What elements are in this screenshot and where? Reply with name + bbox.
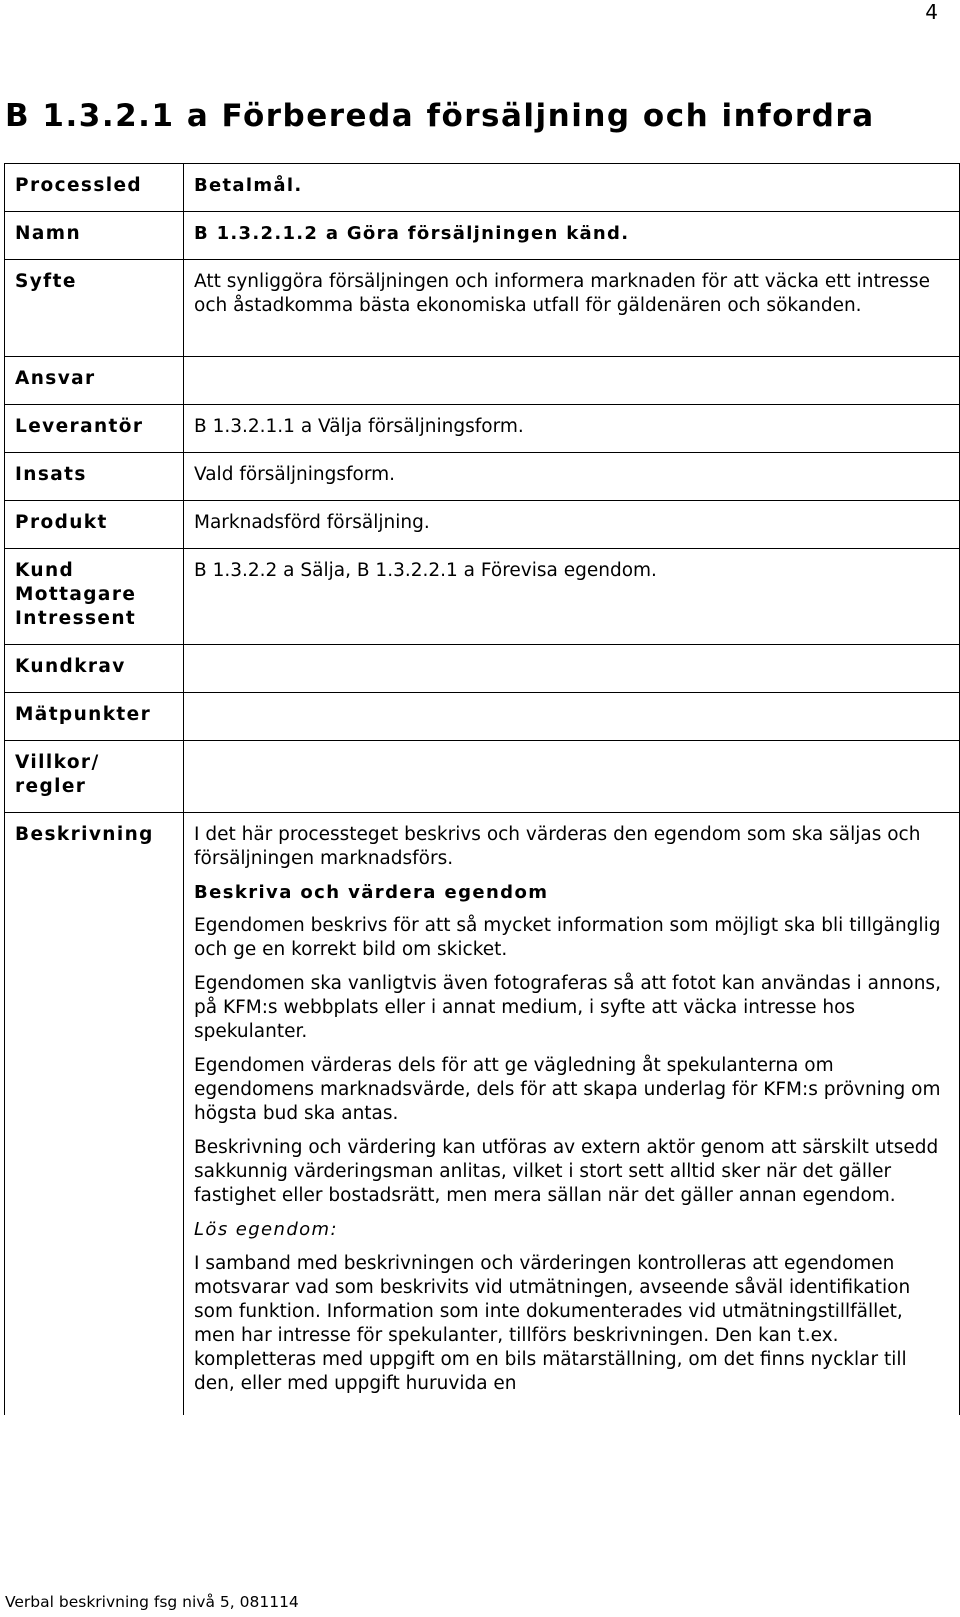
row-label-processled: Processled [5, 164, 184, 212]
table-row [5, 741, 960, 813]
description-body [194, 823, 949, 1415]
table-row [5, 549, 960, 645]
table-row [5, 813, 960, 1416]
row-value-produkt: Marknadsförd försäljning. [184, 501, 960, 549]
description-final-paragraph: I samband med beskrivningen och värderingen kontrolleras att egendomen motsvarar vad som beskrivits vid utmätningen, avseende såväl identifikation som funktion. Information som inte dokumenterades vid utmätningstillfället, men har intresse för spekulanter, tillförs beskrivningen. Den kan t.ex. kompletteras med uppgift om en bils mätarställning, om det finns nycklar till den, eller med uppgift huruvida en [194, 1253, 911, 1394]
table-row [5, 260, 960, 357]
row-value-processled: Betalmål. [184, 164, 960, 212]
description-paragraph: Egendomen ska vanligtvis även fotograferas så att fotot kan användas i annons, på KFM:s webbplats eller i annat medium, i syfte att väcka intresse hos spekulanter. [194, 973, 941, 1042]
row-label-namn: Namn [5, 212, 184, 260]
row-value-matpunkter [184, 693, 960, 741]
row-label-kundkrav: Kundkrav [5, 645, 184, 693]
row-label-insats: Insats [5, 453, 184, 501]
row-value-namn: B 1.3.2.1.2 a Göra försäljningen känd. [184, 212, 960, 260]
table-row [5, 164, 960, 212]
process-table [4, 163, 960, 1415]
row-value-ansvar [184, 357, 960, 405]
row-value-kundkrav [184, 645, 960, 693]
row-label-produkt: Produkt [5, 501, 184, 549]
row-label-kund: Kund Mottagare Intressent [5, 549, 184, 645]
row-value-kund: B 1.3.2.2 a Sälja, B 1.3.2.2.1 a Förevisa egendom. [184, 549, 960, 645]
table-row [5, 405, 960, 453]
description-italic-heading: Lös egendom: [194, 1219, 338, 1240]
description-paragraph: Beskrivning och värdering kan utföras av extern aktör genom att särskilt utsedd sakkunnig värderingsman anlitas, vilket i stort sett alltid sker när det gäller fastighet eller bostadsrätt, men mera sällan när det gäller annan egendom. [194, 1137, 939, 1206]
row-value-syfte: Att synliggöra försäljningen och informera marknaden för att väcka ett intresse och åstadkomma bästa ekonomiska utfall för gäldenären och sökanden. [184, 260, 960, 357]
document-heading: B 1.3.2.1 a Förbereda försäljning och infordra [5, 98, 875, 134]
description-cell [184, 813, 960, 1416]
row-label-ansvar: Ansvar [5, 357, 184, 405]
row-label-beskrivning: Beskrivning [5, 813, 184, 1416]
description-paragraph: Egendomen värderas dels för att ge vägledning åt spekulanterna om egendomens marknadsvärde, dels för att skapa underlag för KFM:s prövning om högsta bud ska antas. [194, 1055, 941, 1124]
table-row [5, 453, 960, 501]
description-subheading: Beskriva och värdera egendom [194, 882, 549, 903]
description-paragraph: Egendomen beskrivs för att så mycket information som möjligt ska bli tillgänglig och ge en korrekt bild om skicket. [194, 915, 941, 960]
description-intro: I det här processteget beskrivs och värderas den egendom som ska säljas och försäljningen marknadsförs. [194, 824, 921, 869]
page-footer: Verbal beskrivning fsg nivå 5, 081114 [5, 1593, 299, 1611]
table-row [5, 501, 960, 549]
row-label-villkor: Villkor/ regler [5, 741, 184, 813]
row-label-matpunkter: Mätpunkter [5, 693, 184, 741]
page-number: 4 [925, 0, 938, 24]
table-row [5, 693, 960, 741]
table-row [5, 357, 960, 405]
row-label-syfte: Syfte [5, 260, 184, 357]
row-label-leverantor: Leverantör [5, 405, 184, 453]
row-value-leverantor: B 1.3.2.1.1 a Välja försäljningsform. [184, 405, 960, 453]
row-value-villkor [184, 741, 960, 813]
row-value-insats: Vald försäljningsform. [184, 453, 960, 501]
table-row [5, 645, 960, 693]
table-row [5, 212, 960, 260]
